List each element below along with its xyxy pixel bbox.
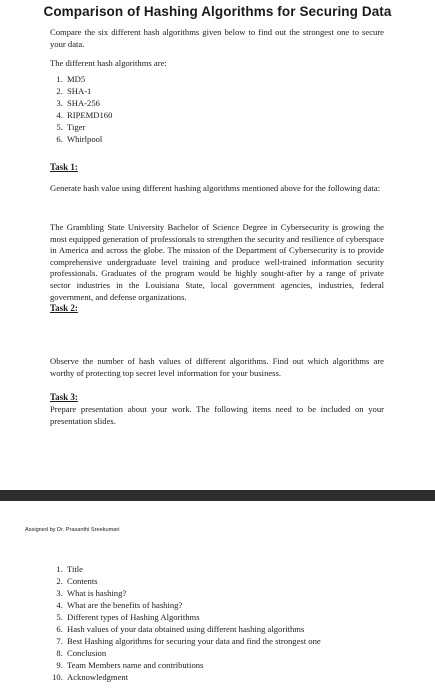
task2-description: Observe the number of hash values of different algorithms. Find out which algorithms are worthy of protecting top secret level information for your business.	[50, 356, 384, 378]
list-item: 6. Hash values of your data obtained using different hashing algorithms	[65, 623, 321, 635]
list-item: 1. MD5	[65, 74, 112, 86]
list-item: 4. RIPEMD160	[65, 110, 112, 122]
list-item: 3. What is hashing?	[65, 587, 321, 599]
list-item: 9. Team Members name and contributions	[65, 659, 321, 671]
list-item: 7. Best Hashing algorithms for securing your data and find the strongest one	[65, 635, 321, 647]
algorithms-lead: The different hash algorithms are:	[50, 58, 167, 68]
list-item: 8. Conclusion	[65, 647, 321, 659]
list-item: 3. SHA-256	[65, 98, 112, 110]
list-item: 2. Contents	[65, 575, 321, 587]
list-item: 5. Different types of Hashing Algorithms	[65, 611, 321, 623]
intro-paragraph: Compare the six different hash algorithms given below to find out the strongest one to secure your data.	[50, 27, 384, 49]
list-item: 5. Tiger	[65, 122, 112, 134]
task2-heading: Task 2:	[50, 303, 78, 313]
list-item: 2. SHA-1	[65, 86, 112, 98]
list-item: 10. Acknowledgment	[65, 671, 321, 683]
task3-heading: Task 3:	[50, 392, 78, 402]
task1-description: Generate hash value using different hashing algorithms mentioned above for the following data:	[50, 183, 381, 193]
task1-data-text: The Grambling State University Bachelor of Science Degree in Cybersecurity is growing the most equipped generation of professionals to strengthen the security and resilience of cyberspace in America and across the globe. The mission of the Department of Cybersecurity is to provide comprehensive undergraduate level training and produce well-trained information security professionals. Graduates of the program would be highly sought-after by a range of private sector industries in the Louisiana State, local government agencies, industries, federal government, and defense organizations.	[50, 222, 384, 302]
task3-description: Prepare presentation about your work. The following items need to be included on your presentation slides.	[50, 404, 384, 426]
list-item: 6. Whirlpool	[65, 134, 112, 146]
algorithm-list	[50, 74, 112, 145]
list-item: 4. What are the benefits of hashing?	[65, 599, 321, 611]
slide-items-list	[50, 563, 321, 683]
list-item: 1. Title	[65, 563, 321, 575]
page-divider	[0, 490, 435, 501]
assigned-by-note: Assigned by Dr. Prasanthi Sreekumari	[25, 527, 120, 533]
task1-heading: Task 1:	[50, 162, 78, 172]
document-title: Comparison of Hashing Algorithms for Securing Data	[43, 4, 392, 19]
